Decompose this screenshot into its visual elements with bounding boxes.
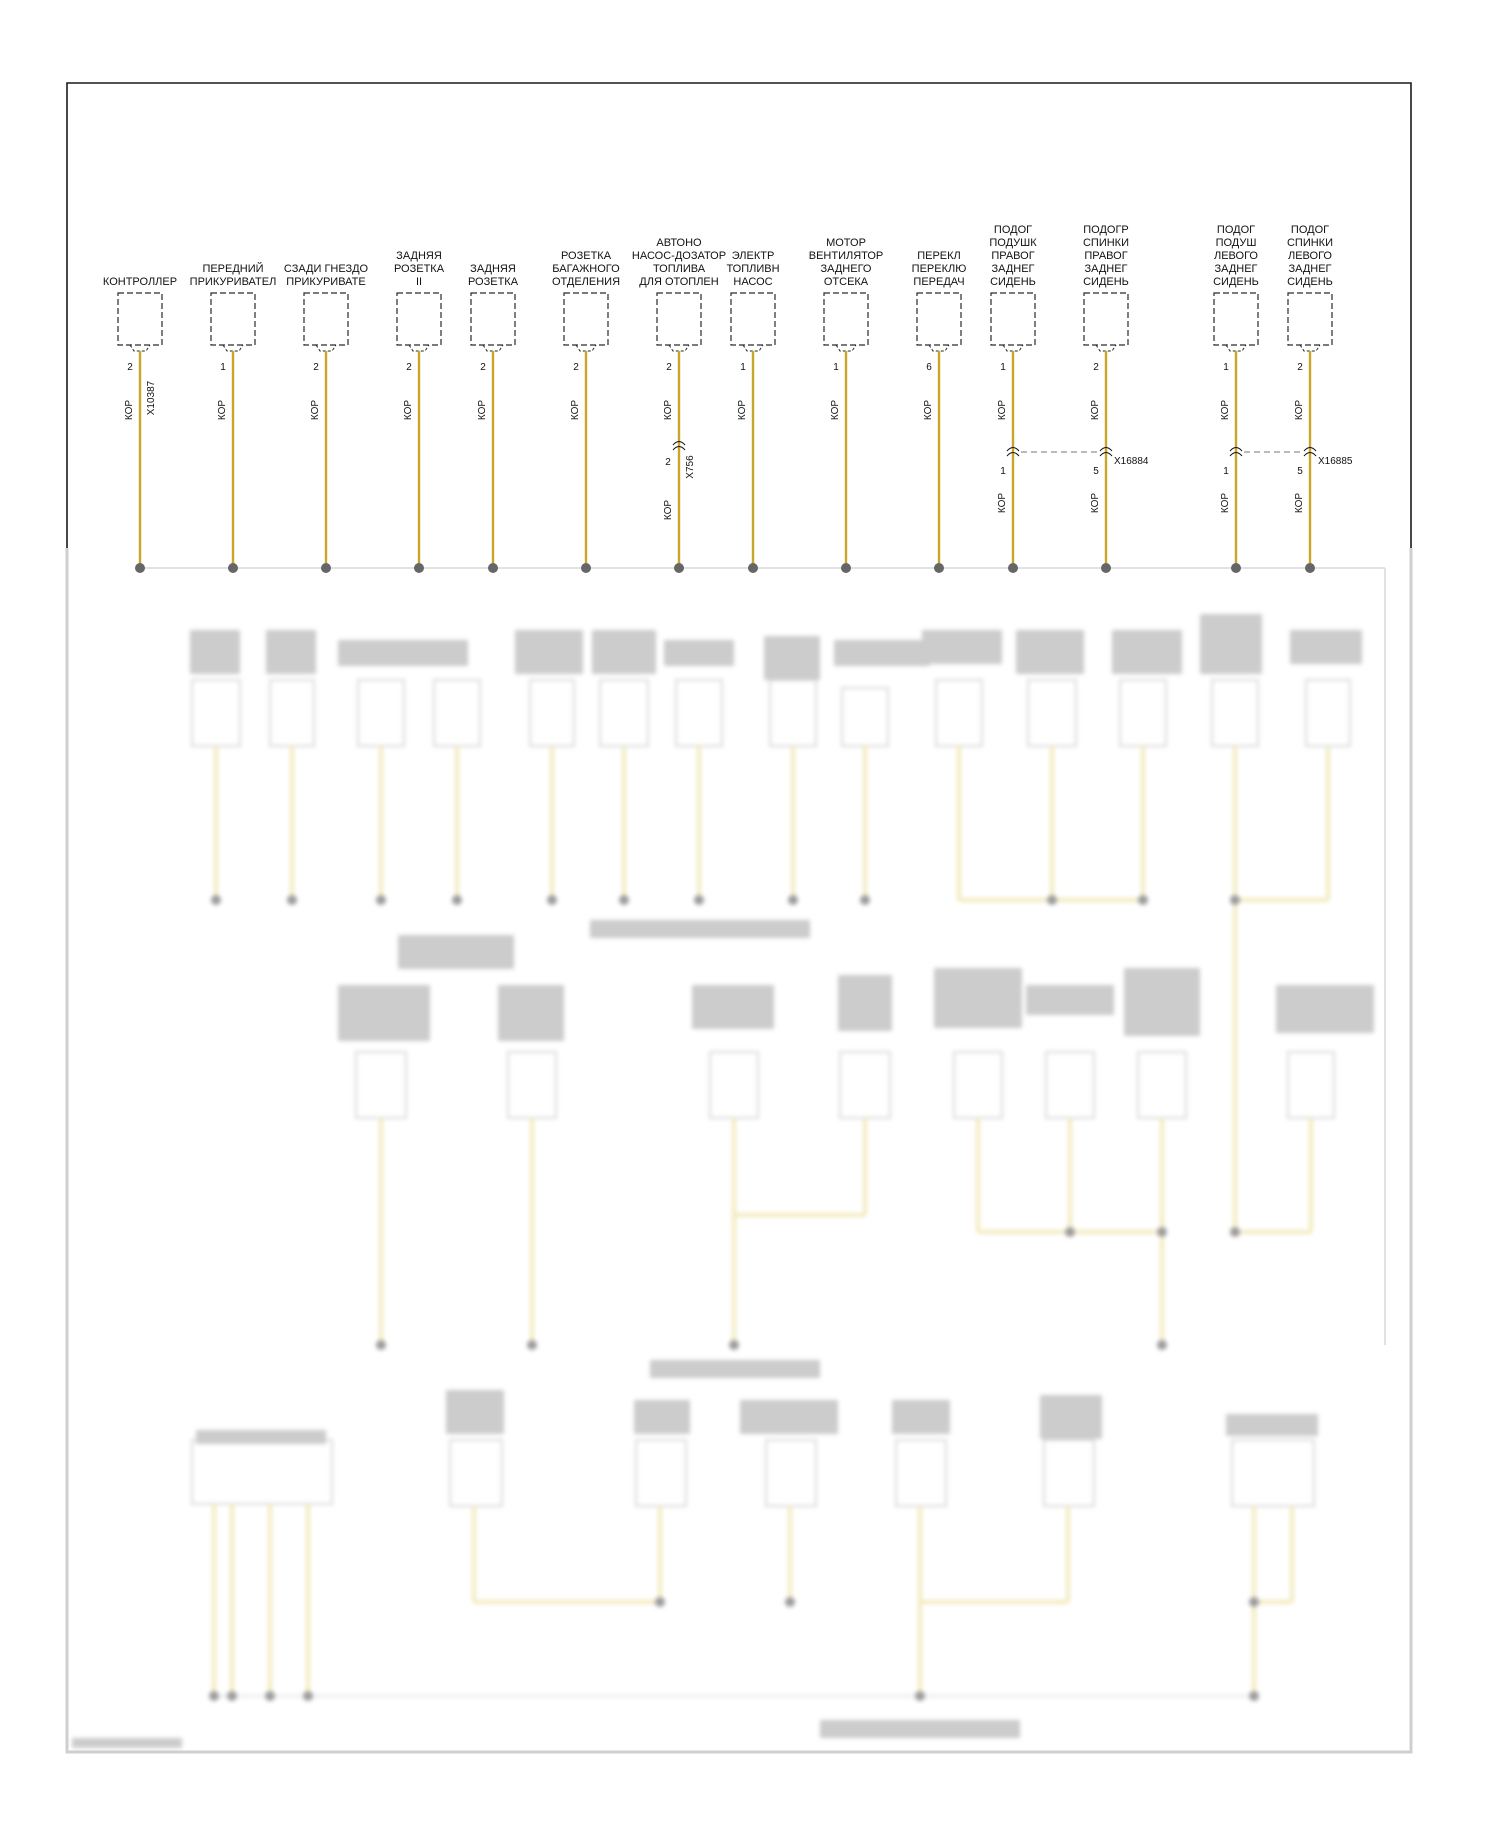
component-label: ЛЕВОГО [1288,250,1332,262]
connector-tab [483,345,503,351]
ground-point [321,563,331,573]
component-box [1214,293,1258,345]
connector-tab [1096,345,1116,351]
component-label: ЗАДНЕГ [1084,263,1128,275]
component-label: ЭЛЕКТР [731,250,775,262]
ground-point [1305,563,1315,573]
component-box [1084,293,1128,345]
ground-point [581,563,591,573]
wire-color-label: КОР [403,399,414,421]
row2-label-smudges [338,935,1374,1378]
component-label: ЗАДНЕГ [1288,263,1332,275]
wire-color-label: КОР [737,399,748,421]
splice-pin-number: 5 [1093,466,1099,477]
pin-number: 2 [1093,362,1099,373]
component-10 [912,250,967,573]
component-box [657,293,701,345]
component-label: БАГАЖНОГО [552,263,620,275]
connector-tab [1300,345,1320,351]
ground-point [1008,563,1018,573]
component-1 [103,276,177,573]
connector-tab [130,345,150,351]
component-label: ОТСЕКА [823,276,869,288]
component-label: ПРИКУРИВАТЕ [286,276,366,288]
diagram-frame-top [67,83,1411,548]
row2-grounds-blurred [376,1227,1240,1350]
component-label: РОЗЕТКА [560,250,612,262]
splice-connector-id: X16885 [1318,456,1353,467]
component-6 [552,250,620,573]
component-label: МОТОР [826,237,866,249]
component-box [304,293,348,345]
wire-color-label: КОР [310,399,321,421]
connector-tab [929,345,949,351]
component-label: ЗАДНЯЯ [470,263,516,275]
component-label: ПЕРЕКЛ [917,250,961,262]
wire-color-label: КОР [1294,399,1305,421]
blurred-lower-section [72,614,1374,1748]
lower-wire-color-label: КОР [663,499,674,521]
row3-blurred [192,1440,1314,1506]
component-label: ПЕРЕДНИЙ [202,263,264,275]
component-11 [989,224,1037,573]
component-label: ПОДОГ [993,224,1033,236]
wire-color-label: КОР [1090,399,1101,421]
component-box [397,293,441,345]
row2-blurred [356,1052,1334,1118]
connector-tab [743,345,763,351]
pin-number: 6 [926,362,932,373]
pin-number: 2 [406,362,412,373]
component-label: АВТОНО [656,237,702,249]
component-label: СИДЕНЬ [990,276,1036,288]
component-label: СИДЕНЬ [1083,276,1129,288]
component-12 [1083,224,1149,573]
lower-wire-color-label: КОР [1294,492,1305,514]
connector-tab [409,345,429,351]
splice-pin-number: 1 [1000,466,1006,477]
pin-number: 1 [1223,362,1229,373]
component-label: ЗАДНЕГО [820,263,872,275]
component-7 [632,237,726,573]
component-label: СИДЕНЬ [1287,276,1333,288]
wire-color-label: КОР [217,399,228,421]
component-label: ПРИКУРИВАТЕЛ [189,276,277,288]
component-box [211,293,255,345]
ground-point [934,563,944,573]
connector-tab [223,345,243,351]
component-label: II [415,276,423,288]
wire-color-label: КОР [997,399,1008,421]
component-14 [1287,224,1353,573]
component-label: ТОПЛИВН [726,263,780,275]
wire-color-label: КОР [1220,399,1231,421]
component-label: СЗАДИ ГНЕЗДО [283,263,369,275]
component-label: ПОДОГ [1290,224,1330,236]
row2-wires-blurred [381,1118,1311,1345]
pin-number: 1 [740,362,746,373]
splice-pin-number: 1 [1223,466,1229,477]
component-label: ПРАВОГ [1084,250,1128,262]
wire-color-label: КОР [570,399,581,421]
ground-point [1101,563,1111,573]
component-label: ОТДЕЛЕНИЯ [551,276,621,288]
wire-color-label: КОР [124,399,135,421]
connector-tab [836,345,856,351]
component-13 [1213,224,1259,573]
pin-number: 2 [1297,362,1303,373]
lower-wire-color-label: КОР [997,492,1008,514]
wire-color-label: КОР [663,399,674,421]
connector-tab [576,345,596,351]
ground-point [414,563,424,573]
connector-tab [316,345,336,351]
ground-point [135,563,145,573]
component-9 [809,237,884,573]
pin-number: 1 [220,362,226,373]
component-label: КОНТРОЛЛЕР [102,276,178,288]
component-label: ПОДУШК [989,237,1037,249]
component-label: ВЕНТИЛЯТОР [808,250,884,262]
component-label: ПОДОГР [1083,224,1129,236]
component-box [1288,293,1332,345]
wire-color-label: КОР [830,399,841,421]
component-3 [284,263,369,573]
pin-number: 1 [833,362,839,373]
ground-point [841,563,851,573]
connector-tab [1226,345,1246,351]
component-label: ПЕРЕДАЧ [913,276,965,288]
component-label: ПОДУШ [1215,237,1257,249]
pin-number: 2 [573,362,579,373]
inline-pin-number: 2 [665,457,671,468]
component-label: НАСОС-ДОЗАТОР [631,250,727,262]
component-label: ПРАВОГ [991,250,1035,262]
component-label: РОЗЕТКА [393,263,445,275]
row3-grounds-blurred [209,1597,1259,1701]
pin-number: 2 [127,362,133,373]
component-label: РОЗЕТКА [467,276,519,288]
connector-tab [1003,345,1023,351]
connector-tab [669,345,689,351]
lower-wire-color-label: КОР [1220,492,1231,514]
row3-wires-blurred [214,1504,1292,1696]
component-label: СПИНКИ [1082,237,1130,249]
splice-connector-id: X16884 [1114,456,1149,467]
component-2 [190,262,277,573]
row3-label-smudges [72,1390,1318,1748]
component-label: ПЕРЕКЛЮ [911,263,967,275]
ground-point [1231,563,1241,573]
component-box [118,293,162,345]
components-layer [103,224,1353,573]
pin-number: 1 [1000,362,1006,373]
component-label: ЗАДНЕГ [1214,263,1258,275]
component-5 [468,263,519,573]
component-box [824,293,868,345]
pin-number: 2 [313,362,319,373]
ground-point [748,563,758,573]
component-label: ТОПЛИВА [652,263,706,275]
component-label: СПИНКИ [1286,237,1334,249]
row1-blurred [192,680,1350,746]
connector-id: X10387 [146,380,157,416]
component-box [471,293,515,345]
component-label: ЗАДНЯЯ [396,250,442,262]
component-4 [394,250,445,573]
component-label: СИДЕНЬ [1213,276,1259,288]
ground-point [488,563,498,573]
splice-pin-number: 5 [1297,466,1303,477]
component-label: ПОДОГ [1216,224,1256,236]
wire-color-label: КОР [923,399,934,421]
pin-number: 2 [666,362,672,373]
ground-point [228,563,238,573]
component-label: ЗАДНЕГ [991,263,1035,275]
component-box [991,293,1035,345]
wire-color-label: КОР [477,399,488,421]
ground-point [674,563,684,573]
component-box [564,293,608,345]
component-label: НАСОС [733,276,773,288]
row1-label-smudges [190,614,1362,938]
pin-number: 2 [480,362,486,373]
component-label: ЛЕВОГО [1214,250,1258,262]
inline-connector-id: X756 [685,455,696,479]
component-box [917,293,961,345]
component-8 [726,250,779,573]
lower-wire-color-label: КОР [1090,492,1101,514]
component-box [731,293,775,345]
component-label: ДЛЯ ОТОПЛЕН [639,276,719,288]
